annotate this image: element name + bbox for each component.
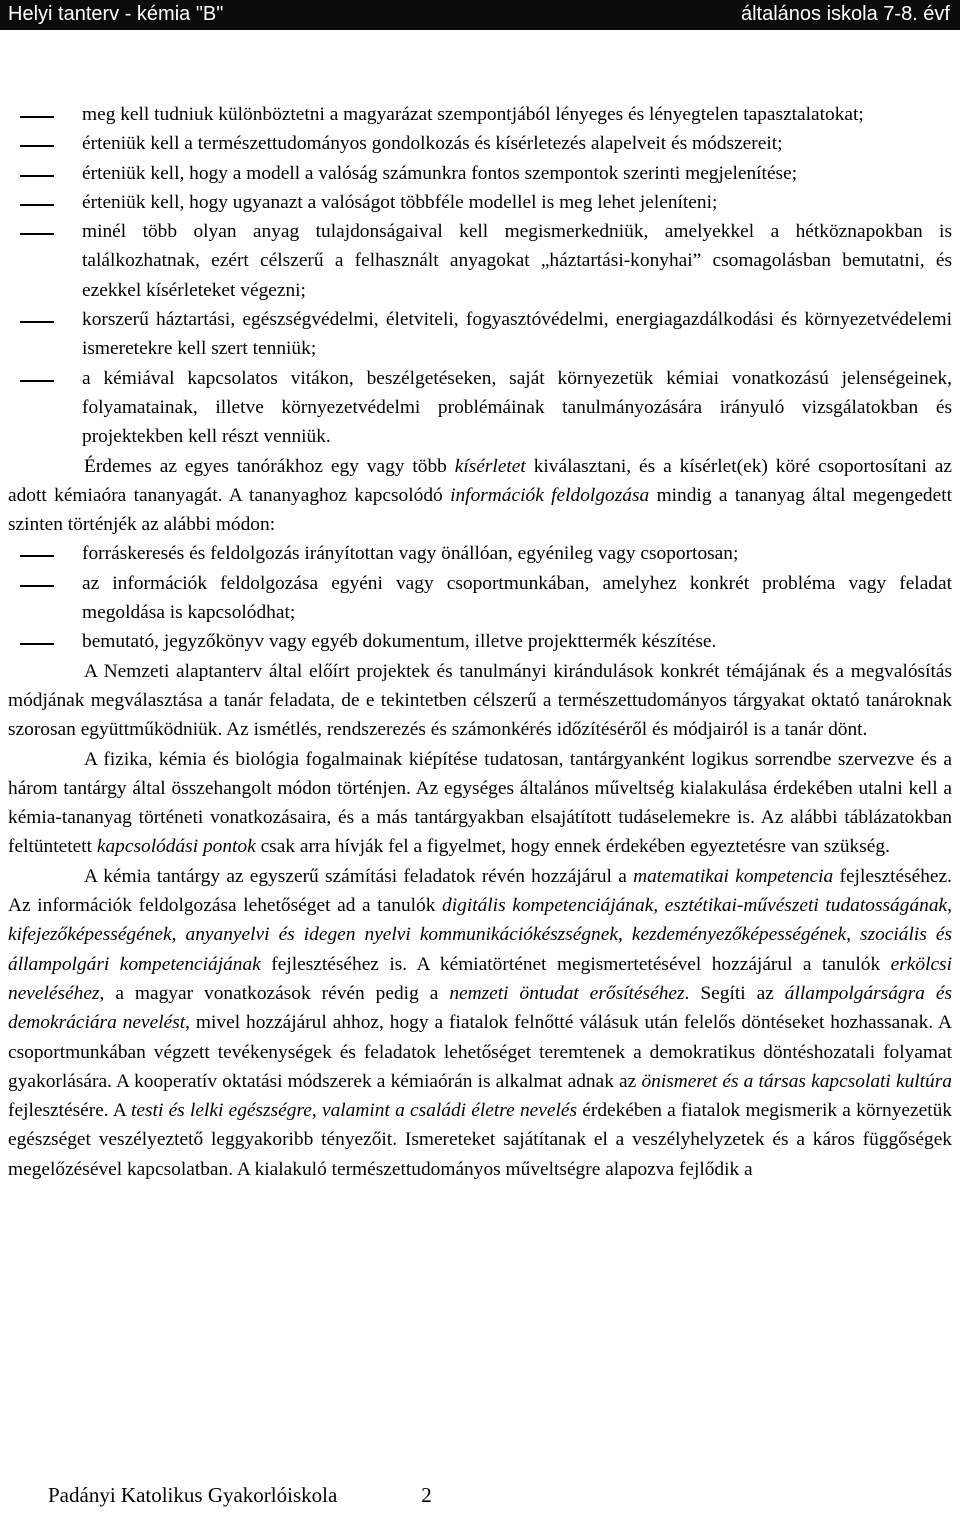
- page-header: [0, 0, 960, 30]
- footer-school: Padányi Katolikus Gyakorlóiskola: [48, 1483, 338, 1507]
- dash-bullet-icon: [20, 321, 54, 323]
- dash-bullet-icon: [20, 145, 54, 147]
- list-item: bemutató, jegyzőkönyv vagy egyéb dokumentum, illetve projekttermék készítése.: [8, 627, 952, 656]
- list-item: meg kell tudniuk különböztetni a magyarázat szempontjából lényeges és lényegtelen tapasztalatokat;: [8, 100, 952, 129]
- dash-bullet-icon: [20, 175, 54, 177]
- dash-bullet-icon: [20, 116, 54, 118]
- dash-bullet-icon: [20, 643, 54, 645]
- list-item: korszerű háztartási, egészségvédelmi, életviteli, fogyasztóvédelmi, energiagazdálkodási és környezetvédelemi ismeretekre kell szert tenniük;: [8, 305, 952, 364]
- list-item: a kémiával kapcsolatos vitákon, beszélgetéseken, saját környezetük kémiai vonatkozású jelenségeinek, folyamatainak, illetve környezetvédelmi problémáinak tanulmányozására irányuló vizsgálatokban és projektekben kell részt venniük.: [8, 364, 952, 452]
- dash-bullet-icon: [20, 380, 54, 382]
- dash-bullet-icon: [20, 233, 54, 235]
- header-subtitle: általános iskola 7-8. évf: [740, 3, 950, 25]
- list-item: az információk feldolgozása egyéni vagy csoportmunkában, amelyhez konkrét probléma vagy feladat megoldása is kapcsolódhat;: [8, 569, 952, 628]
- header-title: Helyi tanterv - kémia "B": [8, 3, 224, 25]
- paragraph-projects: A Nemzeti alaptanterv által előírt projektek és tanulmányi kirándulások konkrét témájának és a megvalósítás módjának megválasztása a tanár feladata, de e tekintetben célszerű a természettudományos tárgyakat oktató tanároknak szorosan együttműködniük. Az ismétlés, rendszerezés és számonkérés időzítéséről és módjairól is a tanár dönt.: [8, 660, 952, 741]
- page-footer: [48, 1483, 432, 1508]
- paragraph-experiments: Érdemes az egyes tanórákhoz egy vagy több kísérletet kiválasztani, és a kísérlet(ek) köré csoportosítani az adott kémiaóra tananyagát. A tananyaghoz kapcsolódó információk feldolgozása mindig a tananyag által megengedett szinten történjék az alábbi módon:: [8, 455, 952, 536]
- list-item: érteniük kell, hogy a modell a valóság számunkra fontos szempontok szerinti megjelenítése;: [8, 159, 952, 188]
- list-item: forráskeresés és feldolgozás irányítottan vagy önállóan, egyénileg vagy csoportosan;: [8, 539, 952, 568]
- list-item: érteniük kell, hogy ugyanazt a valóságot többféle modellel is meg lehet jeleníteni;: [8, 188, 952, 217]
- dash-bullet-icon: [20, 204, 54, 206]
- page-number: 2: [421, 1483, 432, 1507]
- bullet-list-middle: [8, 539, 952, 656]
- document-body: [8, 100, 952, 1184]
- paragraph-concepts: A fizika, kémia és biológia fogalmainak kiépítése tudatosan, tantárgyanként logikus sorrendbe szervezve és a három tantárgy által összehangolt módon történjen. Az egységes általános műveltség kialakulása érdekében utalni kell a kémia-tananyag történeti vonatkozásaira, és a más tantárgyakban elsajátított tudáselemekre is. Az alábbi táblázatokban feltüntetett kapcsolódási pontok csak arra hívják fel a figyelmet, hogy ennek érdekében egyeztetésre van szükség.: [8, 748, 952, 858]
- dash-bullet-icon: [20, 555, 54, 557]
- paragraph-competences: A kémia tantárgy az egyszerű számítási feladatok révén hozzájárul a matematikai kompetencia fejlesztéséhez. Az információk feldolgozása lehetőséget ad a tanulók digitális kompetenciájának, esztétikai-művészeti tudatosságának, kifejezőképességének, anyanyelvi és idegen nyelvi kommunikációkészségnek, kezdeményezőképességének, szociális és állampolgári kompetenciájának fejlesztéséhez is. A kémiatörténet megismertetésével hozzájárul a tanulók erkölcsi neveléséhez, a magyar vonatkozások révén pedig a nemzeti öntudat erősítéséhez. Segíti az állampolgárságra és demokráciára nevelést, mivel hozzájárul ahhoz, hogy a fiatalok felnőtté válásuk után felelős döntéseket hozhassanak. A csoportmunkában végzett tevékenységek és feladatok lehetőséget teremtenek a demokratikus döntéshozatali folyamat gyakorlására. A kooperatív oktatási módszerek a kémiaórán is alkalmat adnak az önismeret és a társas kapcsolati kultúra fejlesztésére. A testi és lelki egészségre, valamint a családi életre nevelés érdekében a fiatalok megismerik a környezetük egészséget veszélyeztető leggyakoribb tényezőit. Ismereteket sajátítanak el a veszélyhelyzetek és a káros függőségek megelőzésével kapcsolatban. A kialakuló természettudományos műveltségre alapozva fejlődik a: [8, 865, 952, 1180]
- bullet-list-top: [8, 100, 952, 452]
- list-item: érteniük kell a természettudományos gondolkozás és kísérletezés alapelveit és módszereit;: [8, 129, 952, 158]
- dash-bullet-icon: [20, 585, 54, 587]
- list-item: minél több olyan anyag tulajdonságaival kell megismerkedniük, amelyekkel a hétköznapokban is találkozhatnak, ezért célszerű a felhasznált anyagokat „háztartási-konyhai” csomagolásban bemutatni, és ezekkel kísérleteket végezni;: [8, 217, 952, 305]
